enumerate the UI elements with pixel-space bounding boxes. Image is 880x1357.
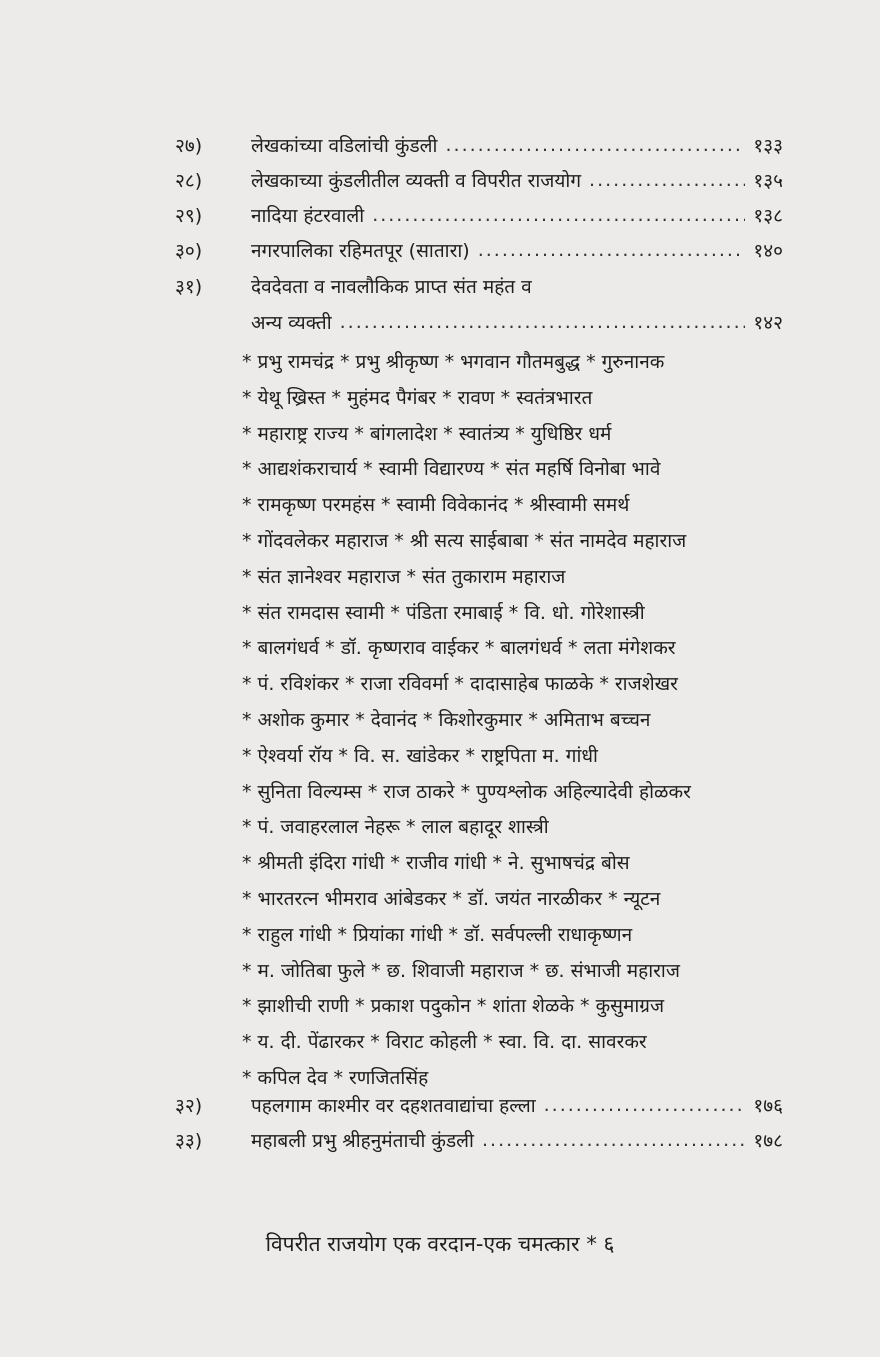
entry-page: १४० [753,240,783,262]
entry-page: १७६ [753,1095,783,1117]
dot-leader [372,204,745,226]
dot-leader [445,134,745,156]
list-item: * महाराष्ट्र राज्य * बांगलादेश * स्वातंत्र्य * युधिष्ठिर धर्म [242,422,612,445]
entry-number: २८) [175,170,203,192]
entry-number: ३०) [175,240,203,262]
page-footer: विपरीत राजयोग एक वरदान-एक चमत्कार * ६ [265,1232,615,1256]
list-item: * गोंदवलेकर महाराज * श्री सत्य साईबाबा * संत नामदेव महाराज [242,529,687,552]
dot-leader [589,169,745,191]
list-item: * झाशीची राणी * प्रकाश पदुकोन * शांता शेळके * कुसुमाग्रज [242,995,665,1018]
toc-entry-32 [175,1087,783,1123]
list-item: * ऐश्वर्या रॉय * वि. स. खांडेकर * राष्ट्रपिता म. गांधी [242,744,598,767]
list-item: * य. दी. पेंढारकर * विराट कोहली * स्वा. वि. दा. सावरकर [242,1031,647,1054]
list-item: * आद्यशंकराचार्य * स्वामी विद्यारण्य * संत महर्षि विनोबा भावे [242,458,661,481]
list-item: * श्रीमती इंदिरा गांधी * राजीव गांधी * ने. सुभाषचंद्र बोस [242,852,630,875]
list-item: * संत ज्ञानेश्वर महाराज * संत तुकाराम महाराज [242,565,566,588]
list-item: * संत रामदास स्वामी * पंडिता रमाबाई * वि. धो. गोरेशास्त्री [242,601,645,624]
entry-number: २७) [175,135,203,157]
toc-entry-30 [175,232,783,268]
toc-entry-31 [175,268,783,304]
entry-number: २९) [175,205,203,227]
list-item: * पं. रविशंकर * राजा रविवर्मा * दादासाहेब फाळके * राजशेखर [242,673,678,696]
entry-title-line2: अन्य व्यक्ती [251,312,332,334]
list-item: * भारतरत्न भीमराव आंबेडकर * डॉ. जयंत नारळीकर * न्यूटन [242,887,661,910]
list-item: * पं. जवाहरलाल नेहरू * लाल बहादूर शास्त्री [242,816,549,839]
entry-title: लेखकाच्या कुंडलीतील व्यक्ती व विपरीत राजयोग [251,170,582,192]
toc-entry-33 [175,1122,783,1158]
dot-leader [544,1094,746,1116]
list-item: * प्रभु रामचंद्र * प्रभु श्रीकृष्ण * भगवान गौतमबुद्ध * गुरुनानक [242,351,665,373]
entry-page: १७८ [753,1130,783,1152]
entry-title-line1: देवदेवता व नावलौकिक प्राप्त संत महंत व [251,276,532,298]
entry-page: १४२ [753,312,783,334]
list-item: * अशोक कुमार * देवानंद * किशोरकुमार * अमिताभ बच्चन [242,708,651,731]
entry-title: नगरपालिका रहिमतपूर (सातारा) [251,240,470,262]
toc-entry-29 [175,197,783,233]
toc-entry-27 [175,127,783,163]
dot-leader [478,239,746,261]
list-item: * येथू ख्रिस्त * मुहंमद पैगंबर * रावण * स्वतंत्रभारत [242,386,593,409]
dot-leader [340,311,746,333]
dot-leader [482,1129,745,1151]
names-list [242,345,832,1097]
entry-page: १३५ [753,170,783,192]
entry-title: नादिया हंटरवाली [251,205,365,227]
list-item: * बालगंधर्व * डॉ. कृष्णराव वाईकर * बालगंधर्व * लता मंगेशकर [242,637,676,660]
entry-title: महाबली प्रभु श्रीहनुमंताची कुंडली [251,1130,474,1152]
entry-page: १३८ [753,205,783,227]
list-item: * राहुल गांधी * प्रियांका गांधी * डॉ. सर्वपल्ली राधाकृष्णन [242,923,633,946]
list-item: * कपिल देव * रणजितसिंह [242,1066,429,1089]
entry-number: ३२) [175,1095,203,1117]
entry-title: पहलगाम काश्मीर वर दहशतवाद्यांचा हल्ला [251,1095,536,1117]
entry-number: ३१) [175,276,203,298]
entry-page: १३३ [753,135,783,157]
list-item: * रामकृष्ण परमहंस * स्वामी विवेकानंद * श्रीस्वामी समर्थ [242,494,630,517]
list-item: * म. जोतिबा फुले * छ. शिवाजी महाराज * छ. संभाजी महाराज [242,959,680,982]
list-item: * सुनिता विल्यम्स * राज ठाकरे * पुण्यश्लोक अहिल्यादेवी होळकर [242,780,691,803]
toc-entry-31-line2 [251,304,783,340]
toc-entry-28 [175,162,783,198]
entry-title: लेखकांच्या वडिलांची कुंडली [251,135,438,157]
entry-number: ३३) [175,1130,203,1152]
